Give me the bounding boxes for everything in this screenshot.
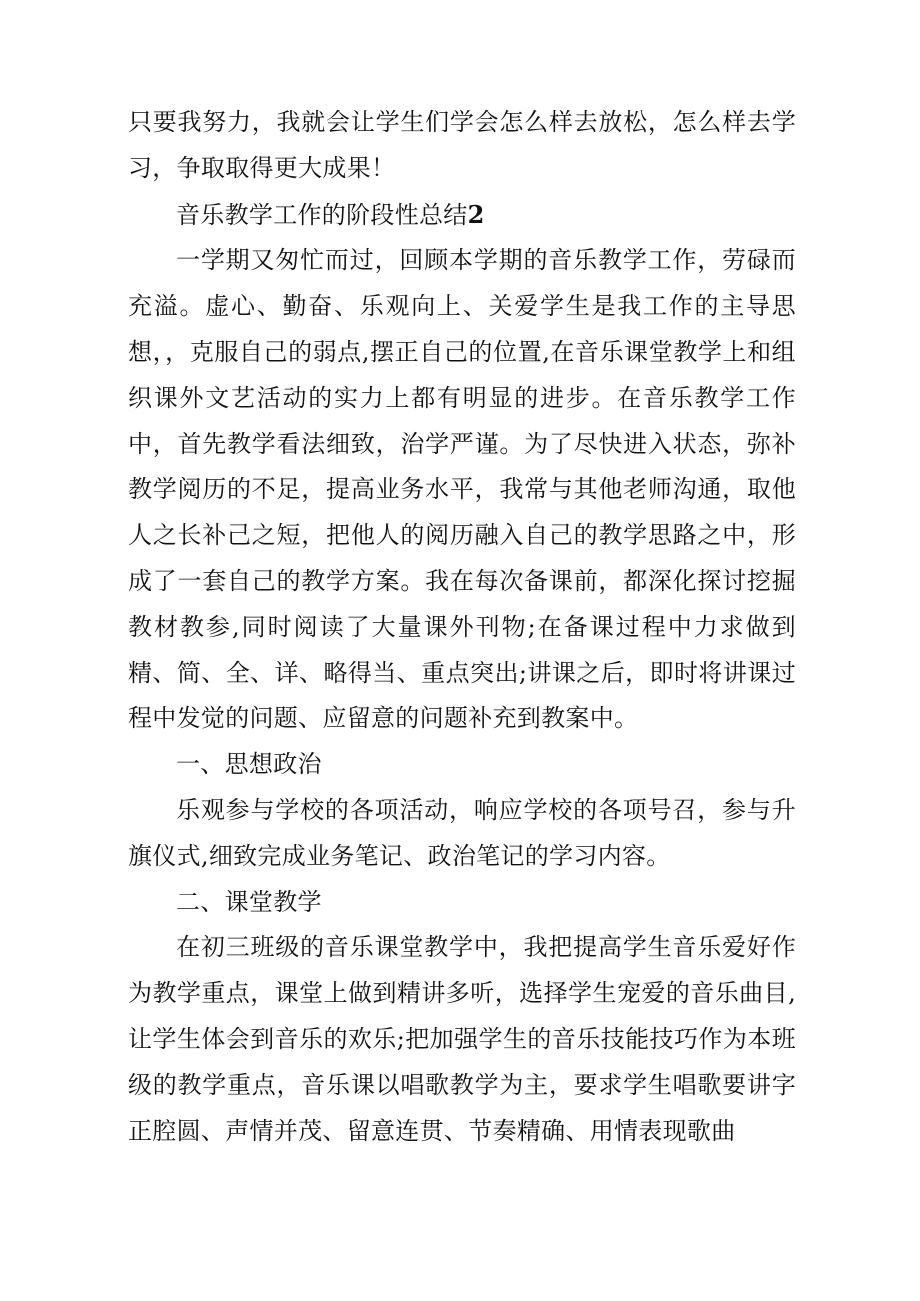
heading-number: 2 (467, 199, 485, 229)
paragraph-closing-sentence: 只要我努力，我就会让学生们学会怎么样去放松，怎么样去学习，争取取得更大成果！ (128, 108, 796, 182)
paragraph-political-thought: 乐观参与学校的各项活动，响应学校的各项号召，参与升旗仪式,细致完成业务笔记、政治笔记的学习内容。 (128, 795, 796, 870)
paragraph-classroom-teaching: 在初三班级的音乐课堂教学中，我把提高学生音乐爱好作为教学重点，课堂上做到精讲多听，选择学生宠爱的音乐曲目,让学生体会到音乐的欢乐;把加强学生的音乐技能技巧作为本班级的教学重点，音乐课以唱歌教学为主，要求学生唱歌要讲字正腔圆、声情并茂、留意连贯、节奏精确、用情表现歌曲 (128, 933, 796, 1145)
heading-classroom-teaching: 二、课堂教学 (176, 887, 322, 916)
document-body (128, 100, 796, 1154)
heading-political-thought: 一、思想政治 (176, 750, 322, 779)
heading-title: 音乐教学工作的阶段性总结 (176, 200, 468, 229)
section-heading-summary-2 (128, 192, 796, 239)
paragraph-intro: 一学期又匆忙而过，回顾本学期的音乐教学工作，劳碌而充溢。虚心、勤奋、乐观向上、关爱学生是我工作的主导思想，，克服自己的弱点,摆正自己的位置,在音乐课堂教学上和组织课外文艺活动的实力上都有明显的进步。在音乐教学工作中，首先教学看法细致，治学严谨。为了尽快进入状态，弥补教学阅历的不足，提高业务水平，我常与其他老师沟通，取他人之长补己之短，把他人的阅历融入自己的教学思路之中，形成了一套自己的教学方案。我在每次备课前，都深化探讨挖掘教材教参,同时阅读了大量课外刊物;在备课过程中力求做到精、简、全、详、略得当、重点突出;讲课之后，即时将讲课过程中发觉的问题、应留意的问题补充到教案中。 (128, 246, 796, 733)
